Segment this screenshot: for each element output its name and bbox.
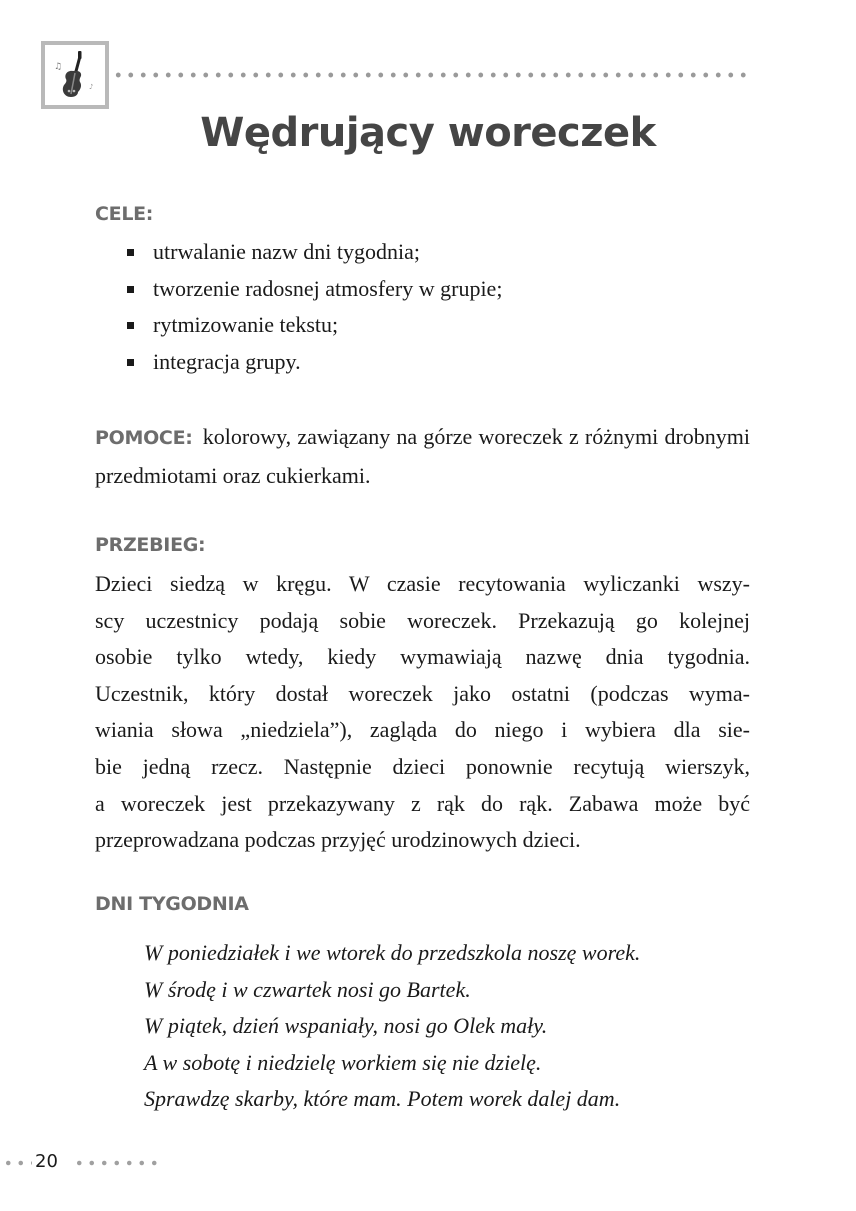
square-bullet-icon: [127, 322, 134, 329]
footer-dotted-divider-left: [2, 1160, 32, 1166]
przebieg-heading: PRZEBIEG:: [95, 534, 206, 556]
paragraph-line: a woreczek jest przekazywany z rąk do rąk. Zabawa może być: [95, 790, 750, 816]
header-dotted-divider: [112, 72, 750, 78]
list-item-text: integracja grupy.: [153, 348, 301, 374]
violin-icon-frame: [41, 41, 109, 109]
page-title: Wędrujący woreczek: [200, 110, 656, 156]
paragraph-line: scy uczestnicy podają sobie woreczek. Przekazują go kolejnej: [95, 607, 750, 633]
list-item: [0, 234, 502, 271]
przebieg-paragraph: [95, 566, 750, 859]
violin-icon: [45, 45, 105, 105]
list-item-text: tworzenie radosnej atmosfery w grupie;: [153, 275, 503, 301]
paragraph-line: przeprowadzana podczas przyjęć urodzinowych dzieci.: [95, 827, 581, 853]
page-number: 20: [35, 1151, 58, 1172]
svg-text:♪: ♪: [89, 83, 94, 91]
list-item-text: rytmizowanie tekstu;: [153, 312, 339, 337]
square-bullet-icon: [127, 286, 134, 293]
pomoce-text: kolorowy, zawiązany na górze woreczek z różnymi drobnymi przedmiotami oraz cukierkami.: [95, 424, 751, 488]
pomoce-heading: POMOCE:: [95, 427, 193, 449]
paragraph-line: wiania słowa „niedziela”), zagląda do niego i wybiera dla sie-: [95, 717, 750, 743]
footer-dotted-divider-right: [73, 1160, 161, 1166]
poem-verse: W środę i w czwartek nosi go Bartek.: [144, 976, 471, 1002]
cele-heading: CELE:: [95, 203, 154, 225]
paragraph-line: Dzieci siedzą w kręgu. W czasie recytowania wyliczanki wszy-: [95, 571, 750, 596]
list-item-text: utrwalanie nazw dni tygodnia;: [153, 239, 420, 264]
pomoce-paragraph: [95, 418, 750, 494]
list-item: [0, 307, 502, 344]
dni-tygodnia-heading: DNI TYGODNIA: [95, 893, 249, 915]
poem-verse: A w sobotę i niedzielę workiem się nie dzielę.: [144, 1049, 542, 1075]
square-bullet-icon: [127, 249, 134, 256]
poem-verse: W piątek, dzień wspaniały, nosi go Olek mały.: [144, 1013, 548, 1038]
paragraph-line: Uczestnik, który dostał woreczek jako ostatni (podczas wyma-: [95, 680, 750, 706]
cele-list: [0, 234, 502, 380]
svg-text:♫: ♫: [54, 62, 63, 72]
poem: [144, 935, 640, 1118]
poem-verse: W poniedziałek i we wtorek do przedszkola noszę worek.: [144, 940, 641, 965]
list-item: [0, 344, 502, 381]
square-bullet-icon: [127, 359, 134, 366]
paragraph-line: bie jedną rzecz. Następnie dzieci ponownie recytują wierszyk,: [95, 753, 750, 779]
poem-verse: Sprawdzę skarby, które mam. Potem worek dalej dam.: [144, 1086, 621, 1111]
paragraph-line: osobie tylko wtedy, kiedy wymawiają nazwę dnia tygodnia.: [95, 644, 750, 670]
list-item: [0, 271, 502, 308]
